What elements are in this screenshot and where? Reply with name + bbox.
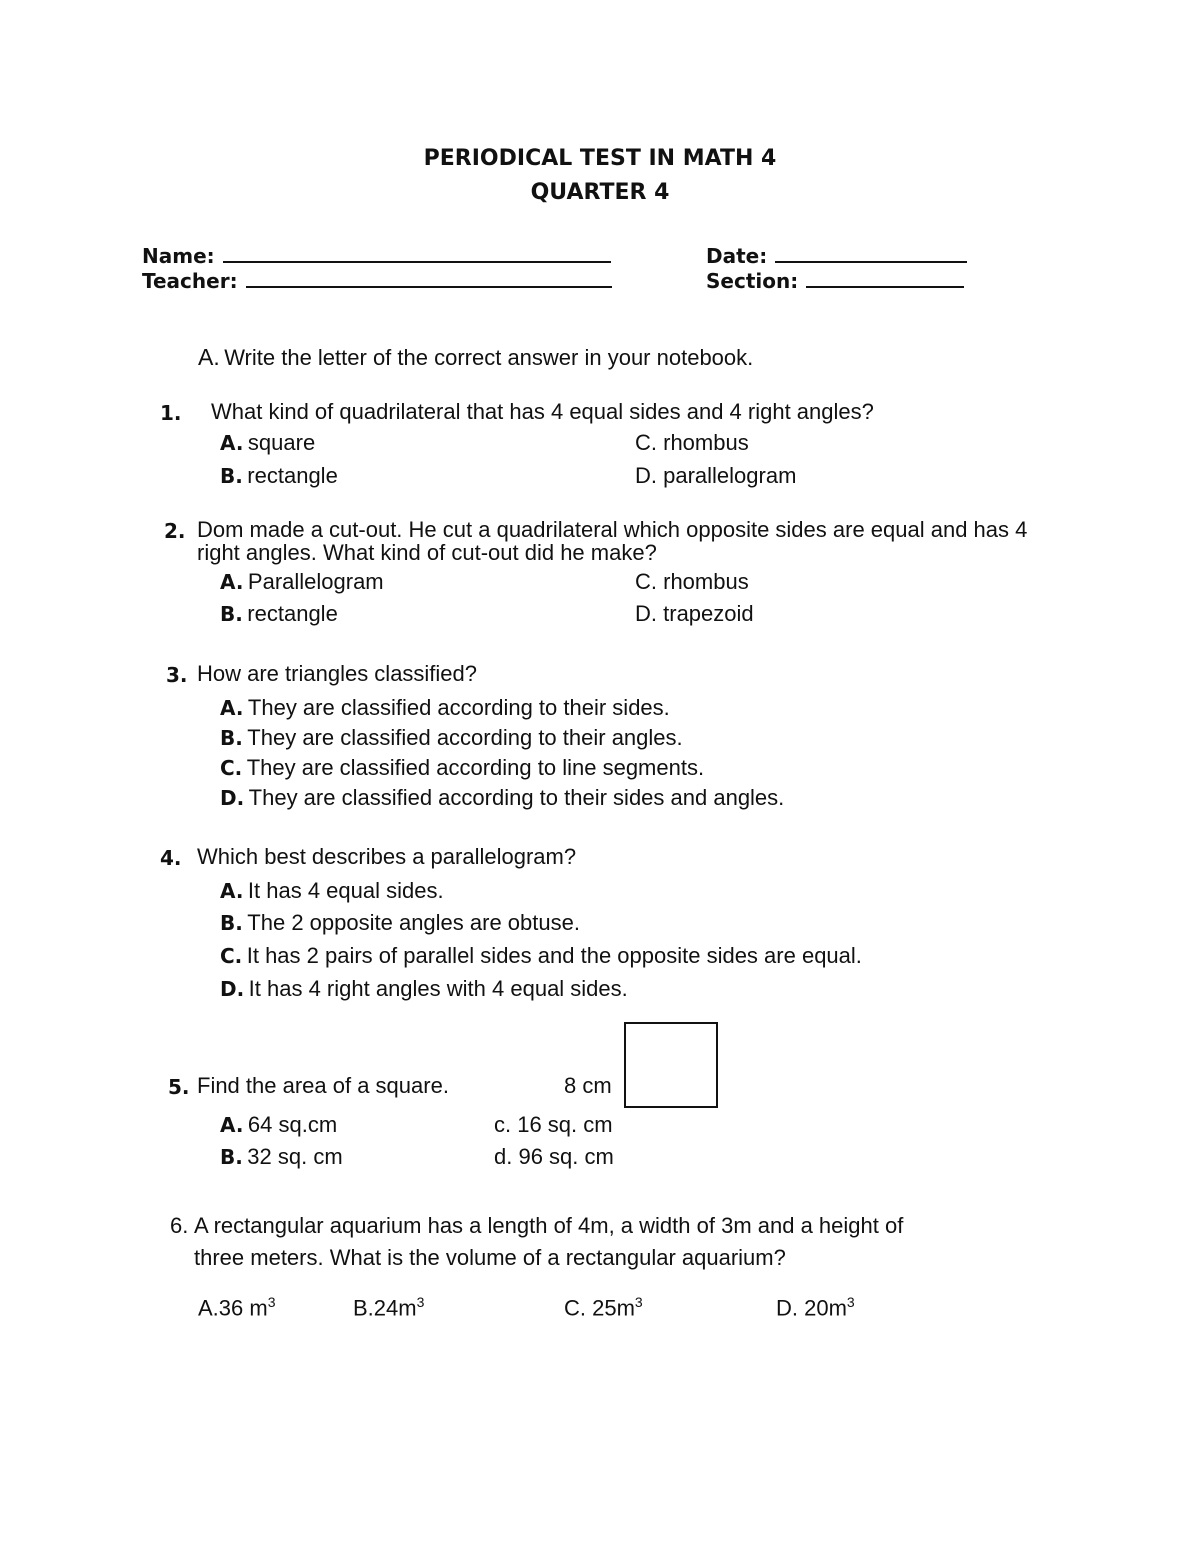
choice-item (198, 1294, 276, 1321)
choice-item (635, 601, 754, 627)
question-text: What kind of quadrilateral that has 4 equal sides and 4 right angles? (211, 399, 874, 424)
choice-item (564, 1294, 643, 1321)
superscript: 3 (267, 1294, 276, 1310)
question-number: 4. (160, 846, 182, 870)
question-text-continued: right angles. What kind of cut-out did he make? (197, 540, 657, 565)
choice-item (220, 1144, 343, 1170)
choice-letter: D. (635, 601, 657, 626)
instructions (198, 344, 753, 371)
choice-text: rectangle (247, 463, 338, 488)
question-text: How are triangles classified? (197, 661, 478, 686)
choice-text: They are classified according to line segments. (246, 755, 705, 780)
choice-item (220, 463, 338, 489)
choice-text: 32 sq. cm (247, 1144, 343, 1169)
choice-item (220, 725, 683, 751)
choice-text: rectangle (247, 601, 338, 626)
question-number: 6. (170, 1213, 189, 1238)
choice-text: 64 sq.cm (247, 1112, 338, 1137)
choice-letter: C. (635, 430, 657, 455)
choice-item (635, 463, 796, 489)
question-text: Dom made a cut-out. He cut a quadrilateral which opposite sides are equal and has 4 (197, 517, 1028, 542)
question-number: 2. (164, 519, 186, 543)
choice-item: c. 16 sq. cm (494, 1112, 613, 1137)
choice-text: It has 4 equal sides. (247, 878, 444, 903)
choice-item (635, 569, 749, 595)
date-field (706, 243, 967, 268)
choice-item (220, 569, 384, 595)
question-text-continued: three meters. What is the volume of a rectangular aquarium? (194, 1245, 786, 1270)
square-figure (624, 1022, 718, 1108)
choice-text: The 2 opposite angles are obtuse. (247, 910, 580, 935)
superscript: 3 (416, 1294, 425, 1310)
choice-letter: D. (635, 463, 657, 488)
question-text: Which best describes a parallelogram? (197, 844, 577, 869)
choice-letter: A. (220, 696, 244, 720)
choice-item (220, 601, 338, 627)
choice-letter: D. (220, 977, 245, 1001)
choice-item (353, 1294, 424, 1321)
choice-text: It has 2 pairs of parallel sides and the opposite sides are equal. (246, 943, 862, 968)
teacher-field (142, 268, 612, 293)
choice-item (220, 1112, 337, 1138)
question-number: 5. (168, 1075, 190, 1099)
choice-item (776, 1294, 855, 1321)
choice-item (220, 910, 580, 936)
choice-text: Parallelogram (247, 569, 384, 594)
name-blank (223, 243, 611, 263)
choice-text: They are classified according to their angles. (247, 725, 683, 750)
choice-letter: C. (220, 756, 243, 780)
choice-item (220, 878, 444, 904)
choice-letter: B. (220, 911, 243, 935)
question-number: 3. (166, 663, 188, 687)
name-label: Name: (142, 244, 215, 268)
choice-text: It has 4 right angles with 4 equal sides. (248, 976, 628, 1001)
choice-item: d. 96 sq. cm (494, 1144, 614, 1169)
choice-letter: B. (220, 464, 243, 488)
teacher-label: Teacher: (142, 269, 238, 293)
choice-letter: B. (220, 1145, 243, 1169)
choice-item (220, 976, 628, 1002)
question-number: 1. (160, 401, 182, 425)
choice-item (220, 430, 315, 456)
section-label: Section: (706, 269, 799, 293)
choice-text: D. 20m (776, 1295, 847, 1321)
choice-letter: B. (220, 602, 243, 626)
choice-text: rhombus (663, 430, 749, 455)
superscript: 3 (634, 1294, 643, 1310)
choice-text: They are classified according to their sides. (247, 695, 670, 720)
choice-item (220, 785, 784, 811)
date-label: Date: (706, 244, 768, 268)
page-title: PERIODICAL TEST IN MATH 4 (423, 146, 777, 171)
choice-letter: D. (220, 786, 245, 810)
choice-text: B.24m (353, 1295, 417, 1321)
choice-letter: C. (635, 569, 657, 594)
choice-letter: A. (220, 879, 244, 903)
choice-text: They are classified according to their sides and angles. (248, 785, 785, 810)
section-field (706, 268, 964, 293)
choice-letter: B. (220, 726, 243, 750)
choice-text: parallelogram (663, 463, 797, 488)
page-subtitle: QUARTER 4 (530, 180, 670, 205)
choice-letter: A. (220, 431, 244, 455)
choice-item (220, 755, 704, 781)
choice-text: trapezoid (663, 601, 754, 626)
choice-letter: A. (220, 570, 244, 594)
section-blank (806, 268, 964, 288)
choice-item (220, 943, 862, 969)
choice-letter: A. (220, 1113, 244, 1137)
superscript: 3 (846, 1294, 855, 1310)
square-side-label: 8 cm (564, 1073, 612, 1098)
choice-text: rhombus (663, 569, 749, 594)
teacher-blank (246, 268, 612, 288)
question-text: A rectangular aquarium has a length of 4m, a width of 3m and a height of (194, 1213, 904, 1238)
choice-item (220, 695, 670, 721)
choice-text: C. 25m (564, 1295, 635, 1321)
choice-text: A.36 m (198, 1295, 268, 1321)
question-text: Find the area of a square. (197, 1073, 449, 1098)
date-blank (775, 243, 967, 263)
choice-item (635, 430, 749, 456)
instructions-letter: A. (198, 344, 220, 370)
choice-text: square (247, 430, 316, 455)
choice-letter: C. (220, 944, 243, 968)
name-field (142, 243, 611, 268)
instructions-text: Write the letter of the correct answer in your notebook. (224, 345, 754, 370)
